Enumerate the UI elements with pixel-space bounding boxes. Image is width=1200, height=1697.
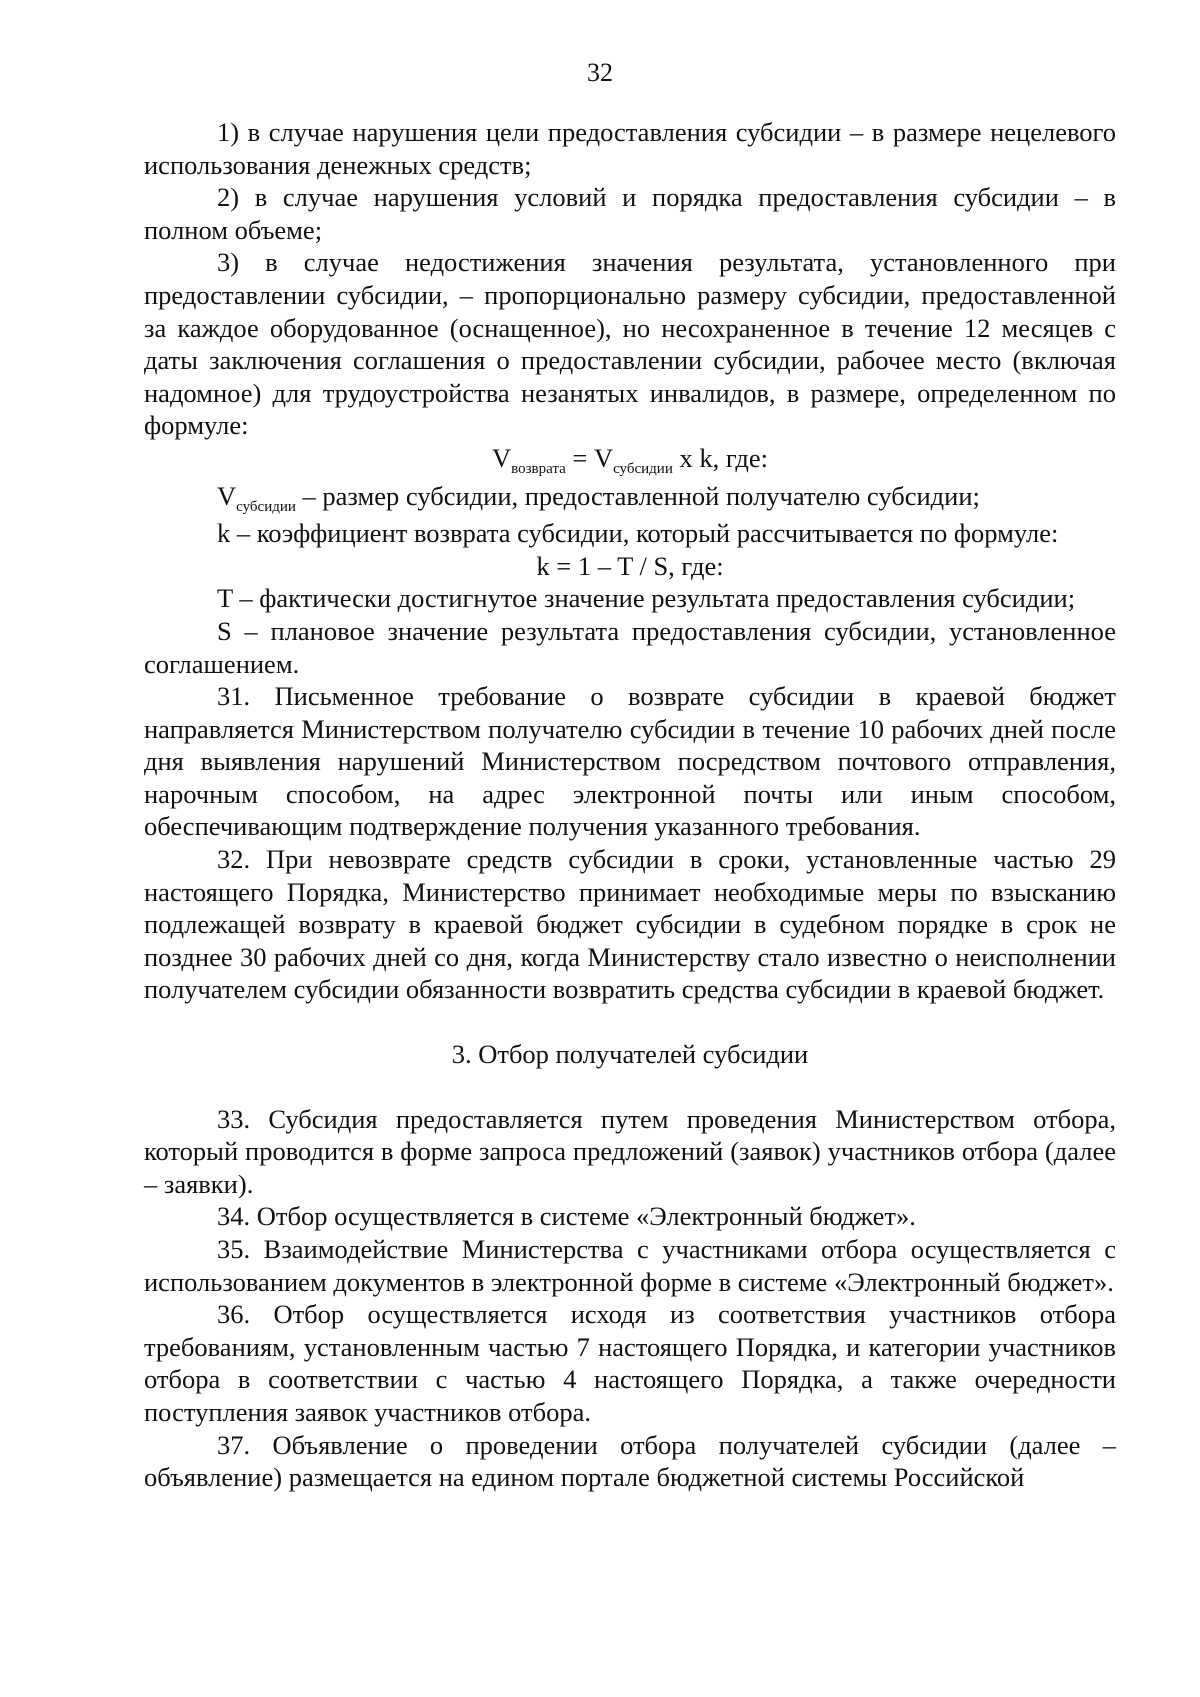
definition-s: S – плановое значение результата предоставления субсидии, установленное соглашением. — [144, 615, 1116, 679]
definition-v-subsidy — [144, 480, 1116, 518]
paragraph-36: 36. Отбор осуществляется исходя из соответствия участников отбора требованиям, установленным частью 7 настоящего Порядка, и категории участников отбора в соответствии с частью 4 настоящего Порядка, а также очередности поступления заявок участников отбора. — [144, 1299, 1116, 1427]
formula-rest: x k, где: — [672, 442, 769, 473]
formula-v: V — [491, 442, 512, 473]
page-number: 32 — [587, 58, 613, 87]
definition-k: k – коэффициент возврата субсидии, который рассчитывается по формуле: — [217, 518, 1059, 549]
formula-k: k = 1 – T / S, где: — [536, 550, 724, 581]
paragraph-35: 35. Взаимодействие Министерства с участниками отбора осуществляется с использованием документов в электронной форме в системе «Электронный бюджет». — [144, 1234, 1116, 1297]
formula-sub-subsidy: субсидии — [613, 460, 673, 477]
document-body — [144, 116, 1116, 1494]
paragraph-item-2: 2) в случае нарушения условий и порядка предоставления субсидии – в полном объеме; — [144, 182, 1116, 245]
paragraph-31: 31. Письменное требование о возврате субсидии в краевой бюджет направляется Министерством получателю субсидии в течение 10 рабочих дней после дня выявления нарушений Министерством посредством почтового отправления, нарочным способом, на адрес электронной почты или иным способом, обеспечивающим подтверждение получения указанного требования. — [144, 681, 1116, 842]
definition-v-text: – размер субсидии, предоставленной получателю субсидии; — [295, 480, 980, 511]
paragraph-item-1: 1) в случае нарушения цели предоставления субсидии – в размере нецелевого использования денежных средств; — [144, 117, 1116, 180]
formula-eq: = V — [565, 442, 614, 473]
paragraph-item-3: 3) в случае недостижения значения результата, установленного при предоставлении субсидии, – пропорционально размеру субсидии, предоставленной за каждое оборудованное (оснащенное), но несохраненное в течение 12 месяцев с даты заключения соглашения о предоставлении субсидии, рабочее место (включая надомное) для трудоустройства незанятых инвалидов, в размере, определенном по формуле: — [144, 247, 1116, 441]
paragraph-32: 32. При невозврате средств субсидии в сроки, установленные частью 29 настоящего Порядка, Министерство принимает необходимые меры по взысканию подлежащей возврату в краевой бюджет субсидии в судебном порядке в срок не позднее 30 рабочих дней со дня, когда Министерству стало известно о неисполнении получателем субсидии обязанности возвратить средства субсидии в краевой бюджет. — [144, 844, 1116, 1005]
formula-sub-return: возврата — [511, 460, 566, 477]
definition-t: T – фактически достигнутое значение результата предоставления субсидии; — [217, 583, 1076, 614]
definition-v-sub: субсидии — [236, 498, 296, 515]
formula-return-amount — [144, 442, 1116, 480]
paragraph-37: 37. Объявление о проведении отбора получателей субсидии (далее – объявление) размещается на едином портале бюджетной системы Российской — [144, 1429, 1116, 1493]
section-heading: 3. Отбор получателей субсидии — [451, 1039, 809, 1070]
definition-v-symbol: V — [217, 480, 237, 511]
paragraph-33: 33. Субсидия предоставляется путем проведения Министерством отбора, который проводится в форме запроса предложений (заявок) участников отбора (далее – заявки). — [144, 1103, 1116, 1199]
paragraph-34: 34. Отбор осуществляется в системе «Электронный бюджет». — [217, 1201, 916, 1232]
